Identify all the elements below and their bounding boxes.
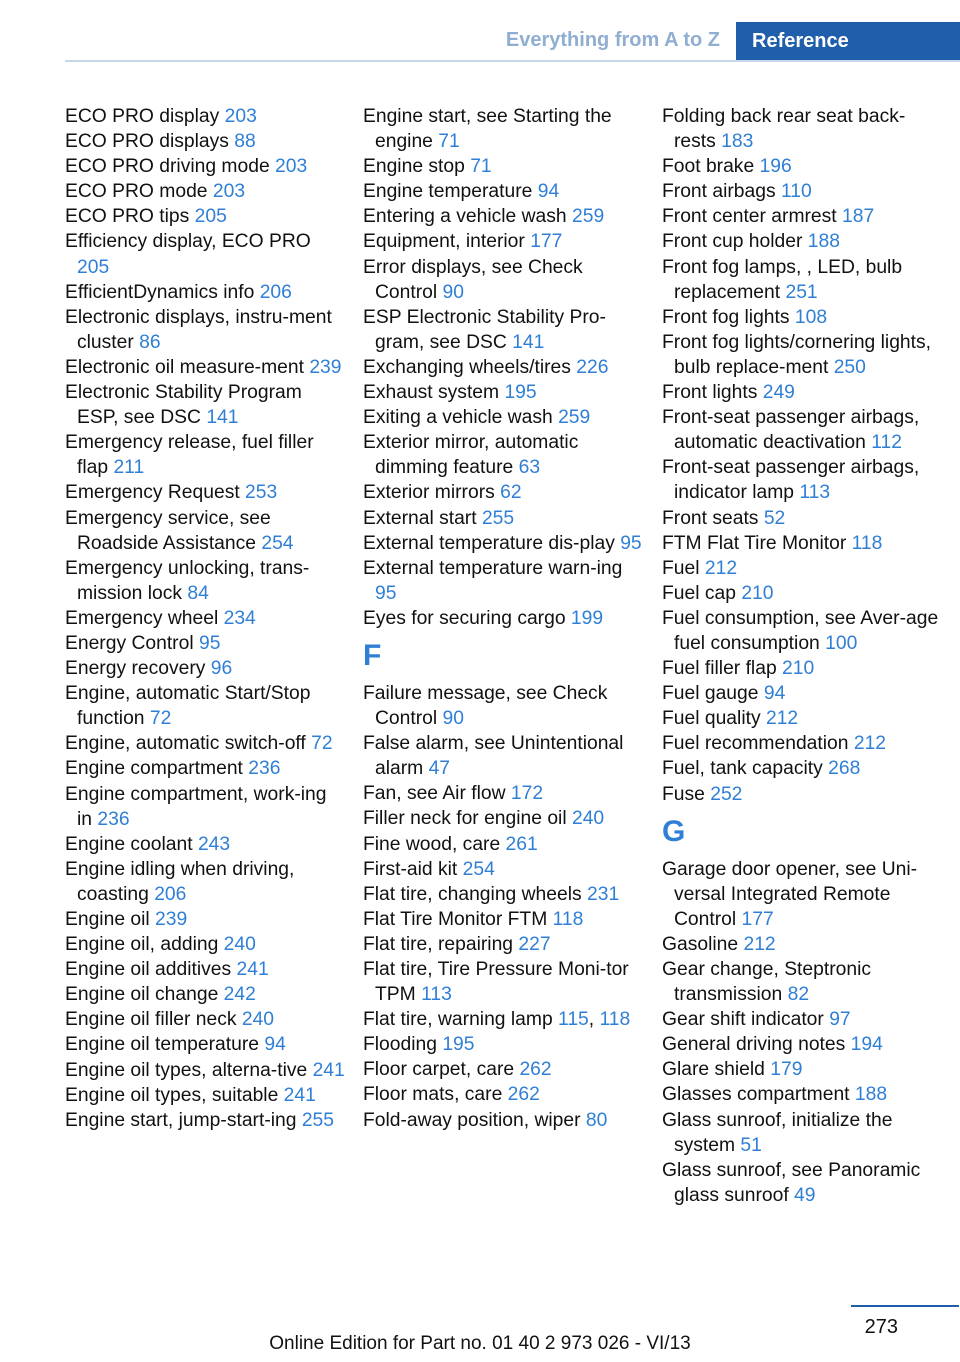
index-entry — [363, 556, 643, 606]
index-term: Front lights — [662, 382, 763, 404]
index-term: Engine oil change — [65, 984, 224, 1006]
page-reference-link[interactable]: 177 — [530, 231, 563, 253]
index-term: Glass sunroof, initialize the system — [662, 1109, 893, 1156]
page-reference-link[interactable]: 240 — [223, 934, 256, 956]
page-reference-link[interactable]: 203 — [275, 156, 308, 178]
index-entry — [363, 380, 643, 405]
page-reference-link[interactable]: 255 — [481, 507, 515, 529]
index-entry — [363, 681, 643, 731]
index-entry — [662, 556, 947, 581]
index-entry — [363, 506, 643, 531]
index-entry — [363, 405, 643, 430]
index-term: Energy recovery — [65, 658, 211, 680]
index-term: Engine start, see Starting the engine — [363, 106, 612, 153]
index-term: Failure message, see Check Control — [363, 682, 608, 730]
page-reference-link[interactable]: 254 — [462, 858, 495, 880]
page-reference-link[interactable]: 239 — [309, 356, 342, 378]
index-term: ECO PRO displays — [65, 131, 235, 153]
index-term: Engine oil types, suitable — [65, 1084, 284, 1106]
page-reference-link[interactable]: 49 — [794, 1184, 816, 1206]
index-term: Flat Tire Monitor FTM — [363, 908, 553, 930]
page-reference-link[interactable]: 118 — [552, 908, 584, 930]
index-entry — [65, 1083, 345, 1108]
page-reference-link[interactable]: 261 — [505, 833, 538, 855]
index-term: Exiting a vehicle wash — [363, 407, 559, 429]
page-reference-link[interactable]: 205 — [77, 256, 110, 278]
page-reference-link[interactable]: 90 — [442, 708, 464, 730]
page-reference-link[interactable]: 243 — [197, 833, 231, 855]
index-entry — [363, 1057, 643, 1082]
page-reference-link[interactable]: 206 — [154, 883, 187, 905]
page-reference-link[interactable]: 212 — [704, 557, 738, 579]
page-reference-link[interactable]: 97 — [829, 1009, 851, 1031]
index-term: Flat tire, Tire Pressure Moni‐tor TPM — [363, 959, 629, 1006]
index-entry — [65, 104, 345, 129]
index-term: Fuel consumption, see Aver‐age fuel consumption — [662, 607, 939, 654]
index-entry — [363, 957, 643, 1007]
index-term: General driving notes — [662, 1034, 851, 1056]
index-entry — [363, 932, 643, 957]
page-reference-link[interactable]: 141 — [512, 331, 545, 353]
index-term: EfficientDynamics info — [65, 281, 260, 303]
page-reference-link[interactable]: 226 — [576, 356, 609, 378]
page-reference-link[interactable]: 195 — [442, 1034, 475, 1056]
index-term: ECO PRO display — [65, 106, 225, 127]
index-entry — [65, 982, 345, 1007]
index-term: Front fog lights/cornering lights, bulb replace‐ment — [662, 331, 931, 378]
page-reference-link[interactable]: 115 — [558, 1009, 589, 1031]
index-column-3 — [662, 104, 947, 1208]
index-entry — [65, 129, 345, 154]
index-entry — [65, 907, 345, 932]
page-reference-link[interactable]: 100 — [825, 632, 858, 654]
index-entry — [662, 1032, 947, 1057]
page-reference-link[interactable]: 254 — [261, 532, 294, 554]
index-term: Front fog lamps, , LED, bulb replacement — [662, 256, 903, 303]
page-reference-link[interactable]: 240 — [571, 808, 605, 830]
page-reference-link[interactable]: 90 — [442, 281, 464, 303]
index-entry — [65, 857, 345, 907]
header-section-title: Everything from A to Z — [505, 29, 720, 51]
index-term: Engine oil, adding — [65, 934, 224, 956]
index-term: Front-seat passenger airbags, automatic deactivation — [662, 407, 920, 454]
index-term: Gear change, Steptronic transmission — [662, 959, 872, 1006]
page-reference-link[interactable]: 110 — [780, 181, 812, 203]
index-entry — [662, 857, 947, 932]
page-reference-link[interactable]: 227 — [518, 933, 551, 955]
index-term: Glare shield — [662, 1059, 771, 1081]
index-term: Front fog lights — [662, 306, 795, 328]
index-entry — [363, 531, 643, 556]
page-reference-link[interactable]: 183 — [721, 131, 754, 153]
page-reference-link[interactable]: 203 — [224, 106, 257, 127]
index-entry — [363, 255, 643, 305]
page-reference-link[interactable]: 172 — [510, 783, 544, 805]
index-entry — [65, 731, 345, 756]
index-entry — [363, 832, 643, 857]
index-entry — [363, 480, 643, 505]
page-reference-link[interactable]: 108 — [794, 306, 828, 328]
page-reference-link[interactable]: 195 — [504, 382, 537, 404]
index-term: Engine temperature — [363, 181, 538, 203]
page-reference-link[interactable]: 259 — [572, 206, 605, 228]
index-term: External temperature dis‐play — [363, 532, 621, 554]
page-reference-link[interactable]: 72 — [149, 708, 172, 730]
page-reference-link[interactable]: 231 — [587, 883, 620, 905]
page-reference-link[interactable]: 118 — [599, 1009, 631, 1031]
index-entry — [662, 1108, 947, 1158]
index-term: Glasses compartment — [662, 1084, 855, 1106]
page-reference-link[interactable]: 212 — [743, 933, 776, 955]
index-entry — [363, 1108, 643, 1133]
page-reference-link[interactable]: 96 — [210, 658, 233, 680]
index-column-2 — [363, 104, 643, 1133]
index-term: Gear shift indicator — [662, 1009, 830, 1031]
index-entry — [363, 857, 643, 882]
page-reference-link[interactable]: 259 — [558, 407, 591, 429]
index-term: Fuel cap — [662, 582, 742, 604]
index-term: Engine compartment, work‐ing in — [65, 783, 327, 830]
index-term: Energy Control — [65, 632, 199, 654]
page-reference-link[interactable]: 262 — [507, 1084, 540, 1106]
page-reference-link[interactable]: 249 — [762, 382, 795, 404]
index-term: Exterior mirrors — [363, 482, 501, 504]
index-term: Front cup holder — [662, 231, 808, 253]
index-term: Equipment, interior — [363, 231, 531, 253]
page-reference-link[interactable]: 187 — [842, 206, 875, 228]
index-term: Emergency wheel — [65, 607, 224, 629]
index-term: Front seats — [662, 507, 764, 529]
header-divider — [65, 60, 960, 62]
index-entry — [662, 405, 947, 455]
page-reference-link[interactable]: 72 — [311, 733, 333, 755]
footer-edition: Online Edition for Part no. 01 40 2 973 026 - VI/13 — [269, 1333, 691, 1354]
index-entry — [65, 606, 345, 631]
index-entry — [662, 330, 947, 380]
page-reference-link[interactable]: 118 — [851, 532, 883, 554]
index-term: Entering a vehicle wash — [363, 206, 572, 228]
page-number-rule — [851, 1305, 959, 1307]
index-entry — [662, 179, 947, 204]
page-reference-link[interactable]: 71 — [470, 156, 492, 178]
page-reference-link[interactable]: 51 — [740, 1134, 762, 1156]
page-reference-link[interactable]: 268 — [828, 758, 861, 780]
page-reference-link[interactable]: 205 — [194, 206, 227, 228]
page-reference-link[interactable]: 95 — [375, 582, 397, 604]
index-term: Exhaust system — [363, 382, 505, 404]
index-term: Folding back rear seat back‐rests — [662, 106, 906, 153]
header-reference-tab: Reference — [736, 22, 960, 62]
index-entry — [65, 756, 345, 781]
index-term: Fan, see Air flow — [363, 783, 511, 805]
page-reference-link[interactable]: 52 — [763, 507, 786, 529]
index-term: Engine oil temperature — [65, 1034, 265, 1056]
index-term: Floor carpet, care — [363, 1059, 520, 1081]
index-term: Fuel recommendation — [662, 733, 854, 755]
page-reference-link[interactable]: 95 — [198, 632, 221, 654]
index-entry — [363, 806, 643, 831]
page-reference-link[interactable]: 194 — [850, 1034, 883, 1056]
index-term: Engine start, jump-start‐ing — [65, 1109, 302, 1131]
index-entry — [65, 681, 345, 731]
index-entry — [65, 556, 345, 606]
page-reference-link[interactable]: 113 — [421, 984, 452, 1006]
index-term: Front airbags — [662, 181, 781, 203]
index-term: FTM Flat Tire Monitor — [662, 532, 852, 554]
index-entry — [65, 656, 345, 681]
index-term: Engine stop — [363, 156, 471, 178]
index-entry — [65, 782, 345, 832]
index-entry — [662, 1082, 947, 1107]
index-term: Emergency service, see Roadside Assistance — [65, 507, 271, 554]
index-entry — [662, 706, 947, 731]
page-reference-link[interactable]: 94 — [763, 683, 786, 705]
index-entry — [363, 305, 643, 355]
index-entry — [662, 656, 947, 681]
page-reference-link[interactable]: 86 — [139, 331, 161, 353]
index-entry — [662, 1158, 947, 1208]
index-entry — [662, 1057, 947, 1082]
index-term: Engine idling when driving, coasting — [65, 858, 295, 905]
index-entry — [363, 781, 643, 806]
index-entry — [65, 229, 345, 279]
index-term: First-aid kit — [363, 858, 463, 880]
index-entry — [662, 782, 947, 807]
page-reference-link[interactable]: 179 — [770, 1059, 803, 1081]
index-term: Engine oil — [65, 909, 156, 930]
index-entry — [65, 480, 345, 505]
index-entry — [65, 305, 345, 355]
page-reference-link[interactable]: 177 — [741, 908, 774, 930]
page-reference-link[interactable]: 251 — [785, 281, 818, 303]
index-entry — [662, 154, 947, 179]
page-reference-link[interactable]: 239 — [155, 909, 188, 930]
index-term: Fuse — [662, 783, 711, 805]
page-reference-link[interactable]: 95 — [620, 532, 642, 554]
page-reference-link[interactable]: 188 — [854, 1084, 888, 1106]
index-term: Emergency unlocking, trans‐mission lock — [65, 557, 310, 604]
index-entry — [363, 907, 643, 932]
index-term: Flooding — [363, 1034, 443, 1056]
index-entry — [65, 1058, 345, 1083]
page-number: 273 — [864, 1316, 898, 1338]
index-entry — [363, 882, 643, 907]
index-term: Fold-away position, wiper — [363, 1109, 586, 1131]
index-term: Front center armrest — [662, 206, 843, 228]
page-reference-link[interactable]: 188 — [807, 231, 840, 253]
page-reference-link[interactable]: 80 — [585, 1109, 608, 1131]
index-entry — [65, 380, 345, 430]
index-term: Emergency release, fuel filler flap — [65, 432, 314, 479]
page-reference-link[interactable]: 253 — [245, 482, 278, 504]
index-term: Emergency Request — [65, 482, 246, 504]
index-term: False alarm, see Unintentional alarm — [363, 733, 624, 780]
index-entry — [662, 506, 947, 531]
index-entry — [363, 1032, 643, 1057]
index-entry — [363, 179, 643, 204]
index-entry — [662, 681, 947, 706]
index-term: Engine coolant — [65, 833, 198, 855]
index-term: Engine, automatic Start/Stop function — [65, 683, 311, 730]
index-entry — [363, 154, 643, 179]
page-reference-link[interactable]: 196 — [759, 156, 792, 178]
index-entry — [662, 932, 947, 957]
index-term: ESP Electronic Stability Pro‐gram, see DSC — [363, 306, 606, 353]
page-reference-link[interactable]: 88 — [234, 131, 256, 153]
index-term: Flat tire, changing wheels — [363, 883, 587, 905]
index-term: Fuel, tank capacity — [662, 758, 829, 780]
section-letter: G — [662, 814, 686, 848]
index-entry — [65, 154, 345, 179]
page-reference-link[interactable]: 234 — [223, 607, 256, 629]
page-reference-link[interactable]: 141 — [206, 407, 239, 429]
page-reference-link[interactable]: 241 — [283, 1084, 316, 1106]
index-entry — [662, 756, 947, 781]
index-entry — [65, 204, 345, 229]
index-term: ECO PRO tips — [65, 206, 195, 228]
page-reference-link[interactable]: 112 — [871, 432, 902, 454]
page-reference-link[interactable]: 47 — [428, 758, 451, 780]
index-term: Engine compartment — [65, 758, 249, 780]
index-term: Foot brake — [662, 156, 760, 178]
index-entry — [65, 1108, 345, 1133]
page-reference-link[interactable]: 71 — [438, 131, 460, 153]
index-term: Flat tire, repairing — [363, 933, 519, 955]
index-term: Floor mats, care — [363, 1084, 508, 1106]
index-entry — [363, 731, 643, 781]
page-reference-link[interactable]: 252 — [710, 783, 743, 805]
index-term: Engine oil additives — [65, 959, 237, 981]
page-reference-link[interactable]: 211 — [113, 457, 145, 479]
index-entry — [662, 104, 947, 154]
index-term: Electronic Stability Program ESP, see DSC — [65, 382, 302, 429]
page-reference-link[interactable]: 84 — [187, 582, 209, 604]
page-reference-link[interactable]: 82 — [787, 984, 810, 1006]
index-entry — [65, 957, 345, 982]
index-entry: Flat tire, warning lamp 115, 118 — [363, 1009, 631, 1031]
index-entry — [65, 355, 345, 380]
index-term: Electronic displays, instru‐ment cluster — [65, 306, 332, 353]
index-entry — [662, 305, 947, 330]
page-reference-link[interactable]: 203 — [212, 181, 246, 203]
page-reference-link[interactable]: 94 — [264, 1034, 286, 1056]
index-term: Exchanging wheels/tires — [363, 356, 577, 378]
index-term: External start — [363, 507, 482, 529]
index-entry — [662, 531, 947, 556]
page-reference-link[interactable]: 241 — [312, 1059, 345, 1081]
index-term: Fuel gauge — [662, 683, 764, 705]
index-entry — [662, 606, 947, 656]
index-term: ECO PRO mode — [65, 181, 213, 203]
page-reference-link[interactable]: 210 — [782, 658, 815, 680]
page-reference-link[interactable]: 242 — [223, 984, 256, 1006]
index-entry — [662, 255, 947, 305]
index-entry — [662, 957, 947, 1007]
index-term: Fuel filler flap — [662, 658, 783, 680]
index-term: External temperature warn‐ing — [363, 557, 623, 579]
page-reference-link[interactable]: 262 — [519, 1059, 552, 1081]
section-letter: F — [363, 638, 382, 672]
page-reference-link[interactable]: 241 — [236, 959, 269, 981]
index-entry — [662, 731, 947, 756]
index-entry — [363, 355, 643, 380]
index-term: ECO PRO driving mode — [65, 156, 276, 178]
index-term: Garage door opener, see Uni‐versal Integrated Remote Control — [662, 858, 918, 930]
index-entry — [662, 229, 947, 254]
index-entry — [65, 506, 345, 556]
page-reference-link[interactable]: 94 — [537, 181, 560, 203]
index-entry — [65, 1007, 345, 1032]
page-reference-link[interactable]: 199 — [570, 607, 604, 629]
index-entry — [65, 631, 345, 656]
index-entry — [65, 1032, 345, 1057]
index-entry — [662, 581, 947, 606]
page-reference-link[interactable]: 240 — [241, 1009, 275, 1031]
page-reference-link[interactable]: 210 — [741, 582, 774, 604]
page-reference-link[interactable]: 212 — [853, 733, 887, 755]
index-entry — [363, 606, 643, 631]
index-entry — [662, 204, 947, 229]
page-reference-link[interactable]: 62 — [500, 482, 522, 504]
index-term: Exterior mirror, automatic dimming feature — [363, 432, 579, 479]
index-term: Efficiency display, ECO PRO — [65, 231, 311, 253]
index-entry — [65, 932, 345, 957]
index-term: Electronic oil measure‐ment — [65, 356, 310, 378]
index-column-1 — [65, 104, 345, 1133]
page-reference-link[interactable]: 250 — [833, 356, 866, 378]
page-reference-link[interactable]: 206 — [259, 281, 292, 303]
page-reference-link[interactable]: 255 — [301, 1109, 334, 1131]
index-term: Gasoline — [662, 933, 744, 955]
page-reference-link[interactable]: 236 — [248, 758, 281, 780]
index-entry — [363, 104, 643, 154]
page-reference-link[interactable]: 113 — [799, 482, 831, 504]
index-term: Eyes for securing cargo — [363, 607, 571, 629]
index-term: Fuel quality — [662, 708, 766, 730]
index-entry — [662, 1007, 947, 1032]
index-term: Engine oil types, alterna‐tive — [65, 1059, 313, 1081]
index-term: Engine, automatic switch-off — [65, 733, 312, 755]
index-entry — [662, 380, 947, 405]
index-term: Fine wood, care — [363, 833, 506, 855]
index-term: Error displays, see Check Control — [363, 256, 583, 303]
index-term: Front-seat passenger airbags, indicator lamp — [662, 457, 920, 504]
index-entry — [363, 229, 643, 254]
page-reference-link[interactable]: 236 — [97, 808, 130, 830]
index-entry — [363, 430, 643, 480]
page-reference-link[interactable]: 212 — [765, 708, 799, 730]
index-term: Glass sunroof, see Panoramic glass sunroof — [662, 1159, 921, 1206]
index-entry — [65, 430, 345, 480]
index-entry — [65, 280, 345, 305]
index-term: Fuel — [662, 557, 705, 579]
index-entry — [65, 179, 345, 204]
index-entry — [363, 204, 643, 229]
index-term: Flat tire, warning lamp — [363, 1009, 559, 1031]
page-reference-link[interactable]: 63 — [518, 457, 541, 479]
index-entry — [662, 455, 947, 505]
index-term: Engine oil filler neck — [65, 1009, 242, 1031]
index-entry — [65, 832, 345, 857]
index-entry — [363, 1082, 643, 1107]
index-term: Filler neck for engine oil — [363, 808, 572, 830]
